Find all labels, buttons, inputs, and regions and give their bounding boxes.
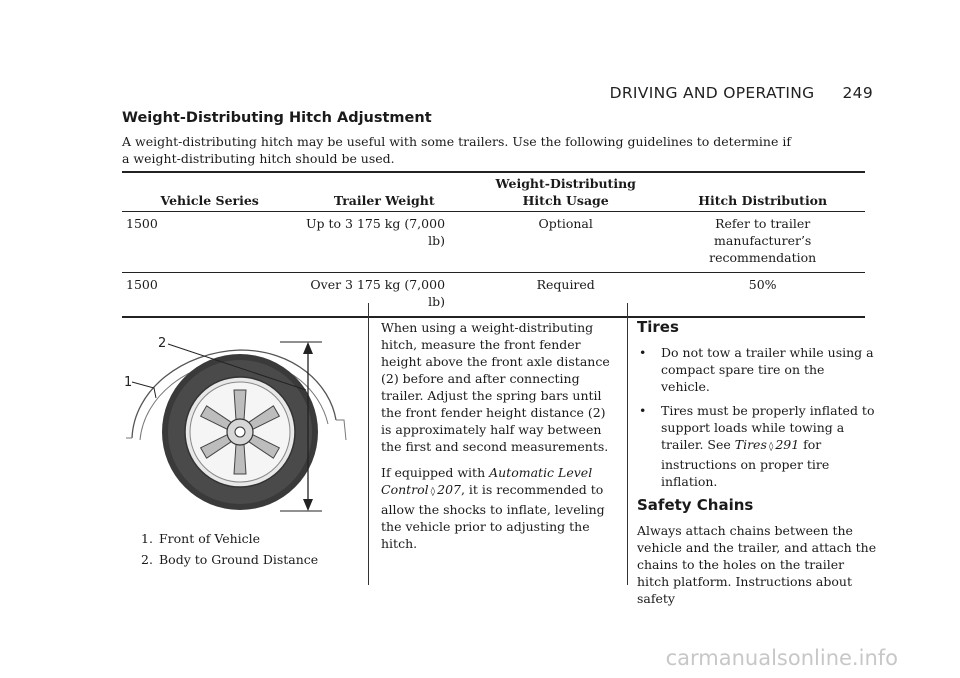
callout-1-label: 1 <box>124 375 133 390</box>
running-header <box>610 84 873 102</box>
page-ref-291[interactable]: 291 <box>775 437 800 452</box>
table-header-cell: Hitch Distribution <box>698 193 828 208</box>
page-ref-207[interactable]: 207 <box>437 482 461 497</box>
wheel-measurement-figure <box>122 320 352 524</box>
automatic-level-control-link[interactable]: Automatic Level Control <box>381 465 593 497</box>
right-column <box>637 319 877 616</box>
bullet-text: Do not tow a trailer while using a compact spare tire on the vehicle. <box>661 345 874 394</box>
table-header-cell: Trailer Weight <box>333 193 435 208</box>
page-number: 249 <box>842 84 873 102</box>
middle-column <box>381 319 616 561</box>
table-header-cell: Vehicle Series <box>160 193 259 208</box>
page-ref-arrow-icon: ◊ <box>430 487 436 497</box>
caption-item <box>141 528 318 549</box>
tires-heading: Tires <box>637 318 679 336</box>
table-cell: Required <box>536 277 595 292</box>
paragraph-text: , it is recommended to allow the shocks to inflate, leveling the vehicle prior to adjusting the hitch. <box>381 482 605 551</box>
bullet-text: for instructions on proper tire inflation. <box>661 437 830 489</box>
table-row <box>122 212 865 273</box>
section-title: Weight-Distributing Hitch Adjustment <box>122 110 432 126</box>
safety-chains-paragraph: Always attach chains between the vehicle and the trailer, and attach the chains to the holes on the trailer hitch platform. Instructions about safety <box>637 523 877 606</box>
level-control-paragraph <box>381 464 616 552</box>
tires-bullet-list <box>637 344 877 490</box>
figure-caption-list <box>141 528 318 570</box>
table-header-cell: Weight-Distributing Hitch Usage <box>495 176 636 208</box>
safety-chains-heading: Safety Chains <box>637 496 754 514</box>
table-cell: Up to 3 175 kg (7,000 lb) <box>306 216 446 248</box>
column-divider <box>627 303 628 585</box>
running-header-section: DRIVING AND OPERATING <box>609 84 815 102</box>
caption-item <box>141 549 318 570</box>
table-cell: Optional <box>538 216 593 231</box>
bullet-text: Tires must be properly inflated to support loads while towing a trailer. See <box>661 403 875 452</box>
hitch-guidelines-table <box>122 171 865 318</box>
column-divider <box>368 303 369 585</box>
list-item <box>637 344 877 395</box>
table-cell: Over 3 175 kg (7,000 lb) <box>310 277 446 309</box>
caption-number: 1. <box>141 531 153 546</box>
caption-text: Front of Vehicle <box>158 531 261 546</box>
bullet-icon: • <box>639 403 647 418</box>
page-ref-arrow-icon: ◊ <box>768 442 774 452</box>
callout-2-label: 2 <box>158 336 167 351</box>
tires-link[interactable]: Tires <box>734 437 767 452</box>
table-cell: 50% <box>748 277 777 292</box>
hitch-measurement-paragraph: When using a weight-distributing hitch, measure the front fender height above the front axle distance (2) before and after connecting trailer. Adjust the spring bars until the front fender height distance (2) is approximately half way between the first and second measurements. <box>381 320 610 454</box>
caption-number: 2. <box>141 552 153 567</box>
table-cell: 1500 <box>126 277 158 292</box>
caption-text: Body to Ground Distance <box>158 552 319 567</box>
table-row <box>122 273 865 318</box>
intro-paragraph: A weight-distributing hitch may be useful with some trailers. Use the following guidelines to determine if a weight-distributing hitch should be used. <box>122 134 791 166</box>
paragraph-text: If equipped with <box>381 465 490 480</box>
table-header-row <box>122 172 865 212</box>
table-cell: 1500 <box>126 216 158 231</box>
wheel-illustration <box>122 320 352 520</box>
list-item <box>637 402 877 490</box>
bullet-icon: • <box>639 345 647 360</box>
watermark: carmanualsonline.info <box>665 646 898 670</box>
table-cell: Refer to trailer manufacturer’s recommendation <box>709 216 817 265</box>
